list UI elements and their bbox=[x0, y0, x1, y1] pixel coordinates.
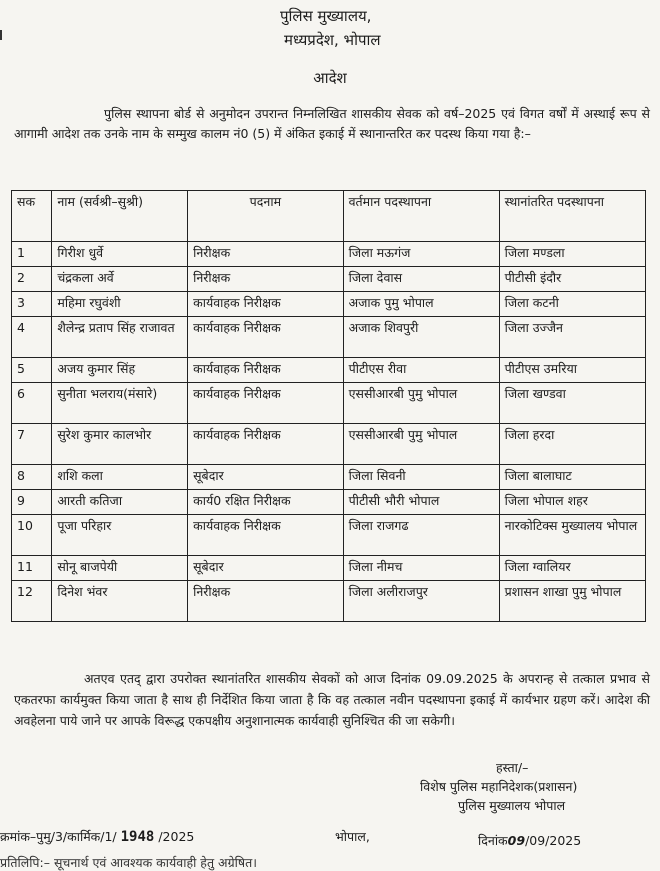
cell-current: अजाक पुमु भोपाल bbox=[343, 292, 499, 317]
place: भोपाल, bbox=[335, 829, 370, 844]
cell-transferred: जिला बालाघाट bbox=[499, 465, 645, 490]
cell-current: पीटीएस रीवा bbox=[343, 358, 499, 383]
table-row bbox=[12, 267, 646, 292]
cell-name: शैलेन्द्र प्रताप सिंह राजावत bbox=[52, 317, 188, 358]
order-title: आदेश bbox=[313, 69, 347, 87]
cell-name: सुनीता भलराय(मंसारे) bbox=[52, 383, 188, 424]
cell-name: सोनू बाजपेयी bbox=[52, 556, 188, 581]
ref-suffix: /2025 bbox=[158, 829, 195, 844]
ref-prefix: क्रमांक–पुमु/3/कार्मिक/1/ bbox=[0, 829, 117, 844]
cell-transferred: जिला हरदा bbox=[499, 424, 645, 465]
cell-sn: 8 bbox=[12, 465, 52, 490]
intro-text: पुलिस स्थापना बोर्ड से अनुमोदन उपरान्त निम्नलिखित शासकीय सेवक को वर्ष–2025 एवं विगत वर्षों में अस्थाई रूप से आगामी आदेश तक उनके नाम के सम्मुख कालम नं0 (5) में अंकित इकाई में स्थानान्तरित कर पदस्थ किया गया है:– bbox=[14, 106, 650, 141]
cell-transferred: नारकोटिक्स मुख्यालय भोपाल bbox=[499, 515, 645, 556]
cell-name: शशि कला bbox=[52, 465, 188, 490]
cell-post: निरीक्षक bbox=[188, 242, 344, 267]
cell-current: एससीआरबी पुमु भोपाल bbox=[343, 424, 499, 465]
date-prefix: दिनांक bbox=[478, 833, 508, 848]
signature-block bbox=[420, 758, 650, 815]
page-edge-mark bbox=[0, 30, 6, 40]
cell-post: निरीक्षक bbox=[188, 581, 344, 622]
office-location: मध्यप्रदेश, भोपाल bbox=[284, 31, 381, 49]
cell-sn: 12 bbox=[12, 581, 52, 622]
cell-current: जिला नीमच bbox=[343, 556, 499, 581]
cell-post: कार्य0 रक्षित निरीक्षक bbox=[188, 490, 344, 515]
table-row bbox=[12, 242, 646, 267]
header-post: पदनाम bbox=[188, 191, 344, 242]
cell-post: कार्यवाहक निरीक्षक bbox=[188, 424, 344, 465]
copy-line: प्रतिलिपि:– सूचनार्थ एवं आवश्यक कार्यवाही हेतु अग्रेषित। bbox=[0, 855, 257, 870]
cell-sn: 7 bbox=[12, 424, 52, 465]
table-row bbox=[12, 424, 646, 465]
transfer-table bbox=[11, 190, 646, 622]
letterhead bbox=[280, 4, 440, 52]
cell-sn: 10 bbox=[12, 515, 52, 556]
cell-name: चंद्रकला अर्वे bbox=[52, 267, 188, 292]
cell-sn: 1 bbox=[12, 242, 52, 267]
closing-paragraph bbox=[14, 668, 650, 731]
cell-transferred: जिला ग्वालियर bbox=[499, 556, 645, 581]
cell-sn: 3 bbox=[12, 292, 52, 317]
office-name: पुलिस मुख्यालय, bbox=[280, 7, 372, 25]
cell-sn: 11 bbox=[12, 556, 52, 581]
cell-post: कार्यवाहक निरीक्षक bbox=[188, 515, 344, 556]
cell-name: अजय कुमार सिंह bbox=[52, 358, 188, 383]
cell-transferred: प्रशासन शाखा पुमु भोपाल bbox=[499, 581, 645, 622]
table-row bbox=[12, 292, 646, 317]
header-name: नाम (सर्वश्री–सुश्री) bbox=[52, 191, 188, 242]
cell-name: दिनेश भंवर bbox=[52, 581, 188, 622]
table-row bbox=[12, 581, 646, 622]
cell-sn: 2 bbox=[12, 267, 52, 292]
cell-post: निरीक्षक bbox=[188, 267, 344, 292]
issue-date bbox=[478, 832, 581, 849]
table-row bbox=[12, 383, 646, 424]
cell-transferred: जिला उज्जैन bbox=[499, 317, 645, 358]
table-row bbox=[12, 515, 646, 556]
cell-transferred: जिला खण्डवा bbox=[499, 383, 645, 424]
intro-paragraph bbox=[14, 104, 650, 144]
cell-post: कार्यवाहक निरीक्षक bbox=[188, 292, 344, 317]
date-handwritten-day: 09 bbox=[507, 833, 526, 848]
header-sn: सक bbox=[12, 191, 52, 242]
table-row bbox=[12, 358, 646, 383]
cell-transferred: जिला भोपाल शहर bbox=[499, 490, 645, 515]
header-transferred: स्थानांतरित पदस्थापना bbox=[499, 191, 645, 242]
cell-name: गिरीश धुर्वे bbox=[52, 242, 188, 267]
cell-post: सूबेदार bbox=[188, 465, 344, 490]
cell-current: जिला अलीराजपुर bbox=[343, 581, 499, 622]
cell-post: कार्यवाहक निरीक्षक bbox=[188, 358, 344, 383]
table-row bbox=[12, 317, 646, 358]
cell-name: महिमा रघुवंशी bbox=[52, 292, 188, 317]
ref-handwritten-number: 1948 bbox=[120, 829, 155, 845]
closing-text: अतएव एतद् द्वारा उपरोक्त स्थानांतरित शासकीय सेवकों को आज दिनांक 09.09.2025 के अपरान्ह से तत्काल प्रभाव से एकतरफा कार्यमुक्त किया जाता है साथ ही निर्देशित किया जाता है कि वह तत्काल नवीन पदस्थापना इकाई में कार्यभार ग्रहण करें। आदेश की अवहेलना पाये जाने पर आपके विरूद्ध एकपक्षीय अनुशानात्मक कार्यवाही सुनिश्चित की जा सकेगी। bbox=[14, 671, 650, 728]
cell-name: पूजा परिहार bbox=[52, 515, 188, 556]
cell-sn: 9 bbox=[12, 490, 52, 515]
cell-current: जिला सिवनी bbox=[343, 465, 499, 490]
cell-current: एससीआरबी पुमु भोपाल bbox=[343, 383, 499, 424]
table-header-row bbox=[12, 191, 646, 242]
cell-name: आरती कतिजा bbox=[52, 490, 188, 515]
cell-current: जिला देवास bbox=[343, 267, 499, 292]
cell-post: कार्यवाहक निरीक्षक bbox=[188, 383, 344, 424]
cell-sn: 4 bbox=[12, 317, 52, 358]
date-suffix: /09/2025 bbox=[525, 833, 582, 848]
cell-sn: 5 bbox=[12, 358, 52, 383]
cell-transferred: पीटीसी इंदौर bbox=[499, 267, 645, 292]
cell-name: सुरेश कुमार कालभोर bbox=[52, 424, 188, 465]
signatory-office: पुलिस मुख्यालय भोपाल bbox=[458, 798, 566, 813]
cell-transferred: जिला कटनी bbox=[499, 292, 645, 317]
table-body bbox=[12, 242, 646, 622]
header-current: वर्तमान पदस्थापना bbox=[343, 191, 499, 242]
cell-post: सूबेदार bbox=[188, 556, 344, 581]
cell-current: जिला राजगढ bbox=[343, 515, 499, 556]
cell-post: कार्यवाहक निरीक्षक bbox=[188, 317, 344, 358]
cell-sn: 6 bbox=[12, 383, 52, 424]
reference-number bbox=[0, 828, 194, 845]
cell-current: अजाक शिवपुरी bbox=[343, 317, 499, 358]
table-row bbox=[12, 465, 646, 490]
cell-current: पीटीसी भौरी भोपाल bbox=[343, 490, 499, 515]
signature-mark: हस्ता/– bbox=[496, 760, 529, 775]
table-row bbox=[12, 490, 646, 515]
cell-current: जिला मऊगंज bbox=[343, 242, 499, 267]
cell-transferred: जिला मण्डला bbox=[499, 242, 645, 267]
table-row bbox=[12, 556, 646, 581]
signatory-designation: विशेष पुलिस महानिदेशक(प्रशासन) bbox=[420, 779, 578, 794]
cell-transferred: पीटीएस उमरिया bbox=[499, 358, 645, 383]
